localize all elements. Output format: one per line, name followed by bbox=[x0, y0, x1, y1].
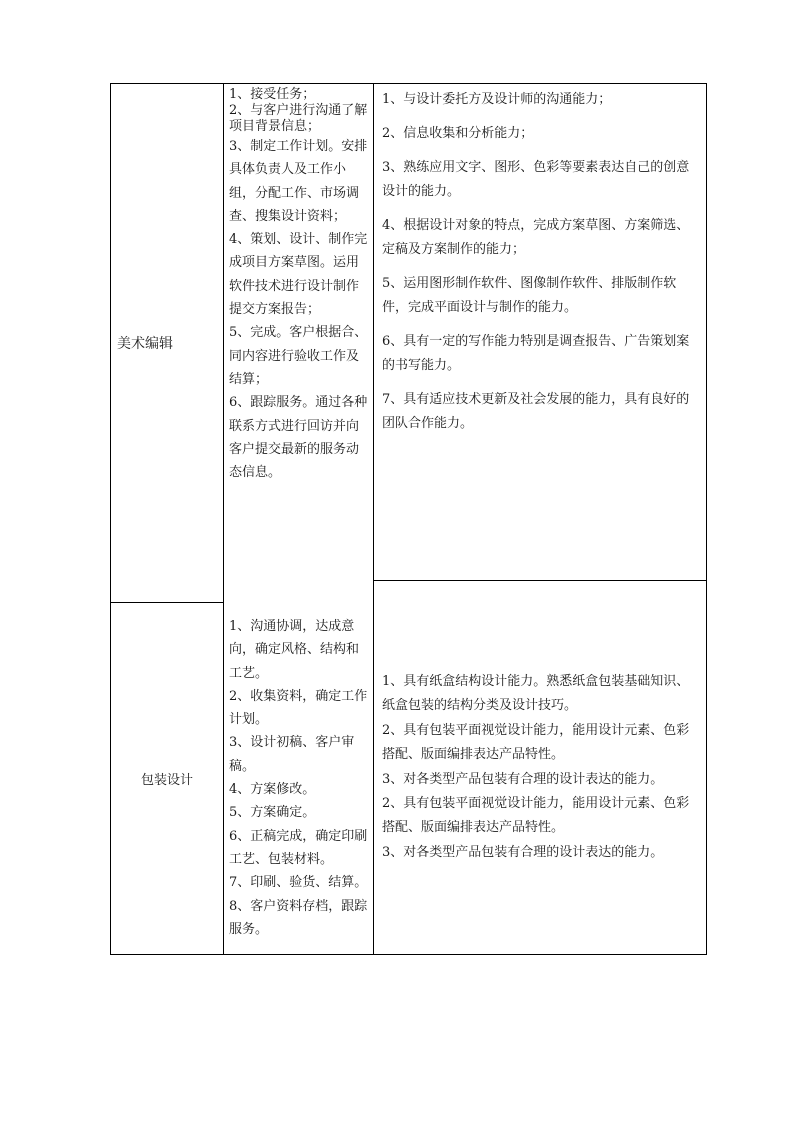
ability-item: 6、具有一定的写作能力特别是调查报告、广告策划案的书写能力。 bbox=[382, 334, 690, 373]
task-item: 8、客户资料存档，跟踪服务。 bbox=[229, 898, 368, 937]
ability-item: 1、具有纸盒结构设计能力。熟悉纸盒包装基础知识、纸盒包装的结构分类及设计技巧。 bbox=[382, 673, 690, 714]
task-cell-art-editor bbox=[224, 84, 373, 602]
task-item: 4、方案修改。 bbox=[229, 782, 316, 798]
ability-item: 4、根据设计对象的特点，完成方案草图、方案筛选、定稿及方案制作的能力； bbox=[382, 218, 690, 257]
ability-item: 3、熟练应用文字、图形、色彩等要素表达自己的创意设计的能力。 bbox=[382, 160, 690, 199]
ability-item: 2、具有包装平面视觉设计能力，能用设计元素、色彩搭配、版面编排表达产品特性。 bbox=[382, 722, 690, 763]
task-item: 3、设计初稿、客户审稿。 bbox=[229, 735, 355, 774]
task-item: 5、完成。客户根据合、同内容进行验收工作及结算； bbox=[229, 325, 368, 387]
ability-item: 2、具有包装平面视觉设计能力，能用设计元素、色彩搭配、版面编排表达产品特性。 bbox=[382, 795, 690, 836]
task-cell-packaging-design bbox=[224, 612, 373, 954]
task-item: 4、策划、设计、制作完成项目方案草图。运用软件技术进行设计制作提交方案报告； bbox=[229, 232, 368, 318]
role-cell-packaging-design bbox=[111, 603, 223, 954]
ability-item: 5、运用图形制作软件、图像制作软件、排版制作软件，完成平面设计与制作的能力。 bbox=[382, 276, 677, 315]
task-item: 2、与客户进行沟通了解项目背景信息； bbox=[229, 103, 368, 134]
table-bottom-border bbox=[110, 954, 707, 955]
role-cell-art-editor bbox=[111, 84, 223, 602]
table-right-border bbox=[706, 83, 707, 955]
role-label: 美术编辑 bbox=[117, 336, 173, 352]
task-item: 1、接受任务； bbox=[229, 87, 316, 102]
task-item: 5、方案确定。 bbox=[229, 805, 316, 821]
ability-cell-art-editor bbox=[374, 88, 706, 580]
ability-cell-packaging-design bbox=[374, 581, 706, 954]
task-item: 3、制定工作计划。安排具体负责人及工作小组，分配工作、市场调查、搜集设计资料； bbox=[229, 139, 368, 224]
ability-item: 2、信息收集和分析能力； bbox=[382, 126, 534, 141]
task-item: 1、沟通协调，达成意向，确定风格、结构和工艺。 bbox=[229, 619, 360, 681]
task-item: 6、跟踪服务。通过各种联系方式进行回访并向客户提交最新的服务动态信息。 bbox=[229, 395, 368, 481]
ability-item: 3、对各类型产品包装有合理的设计表达的能力。 bbox=[382, 771, 664, 787]
role-label: 包装设计 bbox=[140, 773, 193, 788]
task-item: 7、印刷、验货、结算。 bbox=[229, 875, 368, 891]
task-item: 2、收集资料，确定工作计划。 bbox=[229, 688, 368, 728]
ability-item: 1、与设计委托方及设计师的沟通能力； bbox=[382, 92, 612, 107]
ability-item: 3、对各类型产品包装有合理的设计表达的能力。 bbox=[382, 844, 664, 860]
ability-item: 7、具有适应技术更新及社会发展的能力，具有良好的团队合作能力。 bbox=[382, 392, 690, 431]
task-item: 6、正稿完成，确定印刷工艺、包装材料。 bbox=[229, 828, 368, 867]
